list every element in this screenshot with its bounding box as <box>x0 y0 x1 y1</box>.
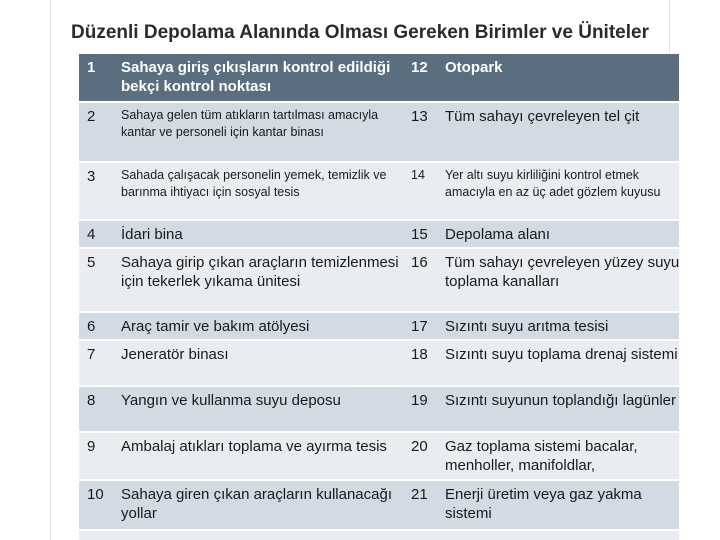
unit-right: Sızıntı suyu toplama drenaj sistemi <box>441 340 679 386</box>
row-number-left: 10 <box>79 480 117 530</box>
unit-left: Ambalaj atıkları toplama ve ayırma tesis <box>117 432 405 480</box>
row-number-right: 18 <box>405 340 441 386</box>
row-number-left: 3 <box>79 162 117 220</box>
unit-right: Sızıntı suyunun toplandığı lagünler <box>441 386 679 432</box>
unit-right: Gaz toplama sistemi bacalar, menholler, manifoldlar, <box>441 432 679 480</box>
unit-left: Sahaya girip çıkan araçların temizlenmesi için tekerlek yıkama ünitesi <box>117 248 405 312</box>
row-number-left: 5 <box>79 248 117 312</box>
row-number-left: 6 <box>79 312 117 340</box>
table-row <box>79 312 679 340</box>
table-row <box>79 480 679 530</box>
table-row <box>79 432 679 480</box>
unit-right: Enerji üretim veya gaz yakma sistemi <box>441 480 679 530</box>
row-number-left: 4 <box>79 220 117 248</box>
unit-left: Sahaya giren çıkan araçların kullanacağı yollar <box>117 480 405 530</box>
unit-right: Tüm sahayı çevreleyen yüzey suyu toplama kanalları <box>441 248 679 312</box>
row-number-right: 15 <box>405 220 441 248</box>
unit-left: Sahaya giriş çıkışların kontrol edildiği bekçi kontrol noktası <box>117 54 405 102</box>
page-title: Düzenli Depolama Alanında Olması Gereken Birimler ve Üniteler <box>71 22 649 43</box>
row-number-left: 2 <box>79 102 117 162</box>
slide-frame-left <box>0 0 51 540</box>
table-row <box>79 248 679 312</box>
unit-left: Sahaya gelen tüm atıkların tartılması amacıyla kantar ve personeli için kantar binası <box>117 102 405 162</box>
row-number-right: 17 <box>405 312 441 340</box>
row-number-right: 14 <box>405 162 441 220</box>
units-table <box>79 54 679 540</box>
table-row <box>79 386 679 432</box>
unit-left: Araç tamir ve bakım atölyesi <box>117 312 405 340</box>
unit-left: Yangın ve kullanma suyu deposu <box>117 386 405 432</box>
unit-right: Otopark <box>441 54 679 102</box>
row-number-right: 19 <box>405 386 441 432</box>
unit-right: Sızıntı suyu arıtma tesisi <box>441 312 679 340</box>
row-number-right: 20 <box>405 432 441 480</box>
table-row <box>79 340 679 386</box>
row-number-right: 12 <box>405 54 441 102</box>
row-number-left: 1 <box>79 54 117 102</box>
table-row-partial <box>79 530 679 540</box>
row-number-left: 7 <box>79 340 117 386</box>
units-table-container <box>79 54 679 540</box>
row-number-left: 9 <box>79 432 117 480</box>
slide-frame-top <box>0 0 720 14</box>
table-row <box>79 54 679 102</box>
row-number-left: 8 <box>79 386 117 432</box>
table-row <box>79 220 679 248</box>
table-row <box>79 162 679 220</box>
unit-left: İdari bina <box>117 220 405 248</box>
unit-right: Yer altı suyu kirliliğini kontrol etmek amacıyla en az üç adet gözlem kuyusu <box>441 162 679 220</box>
unit-right: Tüm sahayı çevreleyen tel çit <box>441 102 679 162</box>
unit-left: Sahada çalışacak personelin yemek, temizlik ve barınma ihtiyacı için sosyal tesis <box>117 162 405 220</box>
unit-left: Jeneratör binası <box>117 340 405 386</box>
row-number-right: 16 <box>405 248 441 312</box>
row-number-right: 21 <box>405 480 441 530</box>
table-row <box>79 102 679 162</box>
row-number-right: 13 <box>405 102 441 162</box>
unit-right: Depolama alanı <box>441 220 679 248</box>
